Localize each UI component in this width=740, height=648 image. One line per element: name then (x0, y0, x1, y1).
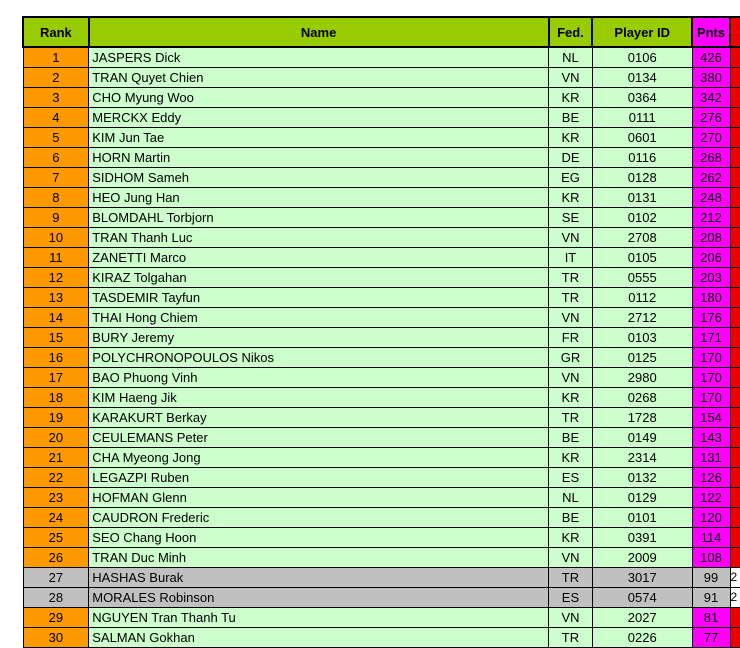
next-column-cell (730, 628, 740, 648)
federation-cell: TR (549, 568, 593, 588)
player-id-cell: 0268 (592, 388, 692, 408)
next-column-cell (730, 168, 740, 188)
table-row[interactable] (23, 248, 740, 268)
points-cell: 99 (692, 568, 730, 588)
federation-cell: KR (549, 128, 593, 148)
table-row[interactable] (23, 168, 740, 188)
federation-cell: IT (549, 248, 593, 268)
player-id-cell: 0149 (592, 428, 692, 448)
table-row[interactable] (23, 208, 740, 228)
table-row[interactable] (23, 508, 740, 528)
points-cell: 380 (692, 68, 730, 88)
next-column-cell (730, 348, 740, 368)
player-id-header[interactable]: Player ID (592, 17, 692, 47)
federation-cell: DE (549, 148, 593, 168)
federation-cell: NL (549, 488, 593, 508)
next-column-cell (730, 47, 740, 68)
player-name-cell: BURY Jeremy (89, 328, 549, 348)
next-column-cell (730, 388, 740, 408)
player-name-cell: CHO Myung Woo (89, 88, 549, 108)
rank-cell: 7 (23, 168, 89, 188)
points-cell: 342 (692, 88, 730, 108)
table-row[interactable] (23, 608, 740, 628)
player-id-cell: 2980 (592, 368, 692, 388)
table-row[interactable] (23, 228, 740, 248)
federation-cell: ES (549, 468, 593, 488)
player-id-cell: 0555 (592, 268, 692, 288)
player-name-cell: CEULEMANS Peter (89, 428, 549, 448)
next-column-cell (730, 228, 740, 248)
table-row[interactable] (23, 568, 740, 588)
table-row[interactable] (23, 108, 740, 128)
player-id-cell: 2314 (592, 448, 692, 468)
points-cell: 81 (692, 608, 730, 628)
player-name-cell: KIM Haeng Jik (89, 388, 549, 408)
points-cell: 170 (692, 348, 730, 368)
table-row[interactable] (23, 408, 740, 428)
next-column-cell (730, 508, 740, 528)
player-name-cell: KIM Jun Tae (89, 128, 549, 148)
player-id-cell: 0601 (592, 128, 692, 148)
player-name-cell: POLYCHRONOPOULOS Nikos (89, 348, 549, 368)
table-row[interactable] (23, 47, 740, 68)
rank-cell: 14 (23, 308, 89, 328)
federation-cell: VN (549, 308, 593, 328)
rank-cell: 9 (23, 208, 89, 228)
next-column-cell (730, 308, 740, 328)
table-row[interactable] (23, 488, 740, 508)
federation-cell: BE (549, 428, 593, 448)
rank-cell: 18 (23, 388, 89, 408)
table-row[interactable] (23, 308, 740, 328)
player-name-cell: ZANETTI Marco (89, 248, 549, 268)
player-id-cell: 0112 (592, 288, 692, 308)
player-id-cell: 2009 (592, 548, 692, 568)
points-cell: 170 (692, 368, 730, 388)
federation-cell: GR (549, 348, 593, 368)
rank-cell: 13 (23, 288, 89, 308)
next-column-cell (730, 208, 740, 228)
ranking-table (22, 16, 740, 648)
player-name-cell: BLOMDAHL Torbjorn (89, 208, 549, 228)
federation-cell: VN (549, 548, 593, 568)
next-column-cell (730, 188, 740, 208)
points-cell: 268 (692, 148, 730, 168)
player-id-cell: 0128 (592, 168, 692, 188)
next-column-cell (730, 148, 740, 168)
federation-cell: KR (549, 388, 593, 408)
table-row[interactable] (23, 68, 740, 88)
rank-cell: 5 (23, 128, 89, 148)
next-column-cell (730, 328, 740, 348)
next-column-cell (730, 68, 740, 88)
next-column-cell (730, 428, 740, 448)
player-id-cell: 0106 (592, 47, 692, 68)
points-cell: 248 (692, 188, 730, 208)
rank-cell: 21 (23, 448, 89, 468)
player-id-cell: 0125 (592, 348, 692, 368)
next-column-cell (730, 248, 740, 268)
player-name-cell: TRAN Duc Minh (89, 548, 549, 568)
rank-cell: 28 (23, 588, 89, 608)
table-row[interactable] (23, 548, 740, 568)
rank-cell: 11 (23, 248, 89, 268)
ranking-rows (23, 47, 740, 648)
federation-cell: KR (549, 188, 593, 208)
federation-cell: BE (549, 108, 593, 128)
player-id-cell: 0226 (592, 628, 692, 648)
player-id-cell: 1728 (592, 408, 692, 428)
federation-cell: TR (549, 288, 593, 308)
player-name-cell: CHA Myeong Jong (89, 448, 549, 468)
table-row[interactable] (23, 268, 740, 288)
rank-cell: 2 (23, 68, 89, 88)
player-name-cell: SIDHOM Sameh (89, 168, 549, 188)
table-row[interactable] (23, 448, 740, 468)
header-row (23, 17, 740, 47)
table-row[interactable] (23, 188, 740, 208)
player-id-cell: 0116 (592, 148, 692, 168)
player-id-cell: 0574 (592, 588, 692, 608)
federation-cell: EG (549, 168, 593, 188)
table-row[interactable] (23, 288, 740, 308)
next-column-cell (730, 268, 740, 288)
next-column-cell (730, 548, 740, 568)
table-row[interactable] (23, 328, 740, 348)
player-id-cell: 2027 (592, 608, 692, 628)
rank-cell: 29 (23, 608, 89, 628)
federation-cell: NL (549, 47, 593, 68)
federation-cell: KR (549, 528, 593, 548)
rank-cell: 24 (23, 508, 89, 528)
federation-cell: ES (549, 588, 593, 608)
points-cell: 270 (692, 128, 730, 148)
next-column-cell (730, 528, 740, 548)
table-row[interactable] (23, 148, 740, 168)
table-row[interactable] (23, 388, 740, 408)
rank-cell: 20 (23, 428, 89, 448)
player-name-cell: MORALES Robinson (89, 588, 549, 608)
next-column-cell (730, 368, 740, 388)
player-id-cell: 3017 (592, 568, 692, 588)
federation-cell: TR (549, 268, 593, 288)
player-id-cell: 0101 (592, 508, 692, 528)
federation-cell: FR (549, 328, 593, 348)
player-name-cell: MERCKX Eddy (89, 108, 549, 128)
federation-cell: VN (549, 368, 593, 388)
player-name-cell: NGUYEN Tran Thanh Tu (89, 608, 549, 628)
points-cell: 114 (692, 528, 730, 548)
federation-cell: TR (549, 628, 593, 648)
federation-cell: KR (549, 88, 593, 108)
player-name-cell: SEO Chang Hoon (89, 528, 549, 548)
table-row[interactable] (23, 628, 740, 648)
player-name-cell: LEGAZPI Ruben (89, 468, 549, 488)
player-name-cell: TASDEMIR Tayfun (89, 288, 549, 308)
next-column-cell (730, 408, 740, 428)
player-name-cell: HORN Martin (89, 148, 549, 168)
player-id-cell: 2708 (592, 228, 692, 248)
points-cell: 154 (692, 408, 730, 428)
player-id-cell: 0391 (592, 528, 692, 548)
table-row[interactable] (23, 468, 740, 488)
player-id-cell: 0103 (592, 328, 692, 348)
fed-header[interactable]: Fed. (549, 17, 593, 47)
table-row[interactable] (23, 428, 740, 448)
points-cell: 131 (692, 448, 730, 468)
next-column-cell (730, 488, 740, 508)
rank-cell: 15 (23, 328, 89, 348)
federation-cell: VN (549, 608, 593, 628)
rank-header[interactable]: Rank (23, 17, 89, 47)
table-row[interactable] (23, 368, 740, 388)
rank-cell: 23 (23, 488, 89, 508)
points-cell: 77 (692, 628, 730, 648)
player-id-cell: 0132 (592, 468, 692, 488)
player-name-cell: HOFMAN Glenn (89, 488, 549, 508)
player-id-cell: 2712 (592, 308, 692, 328)
points-cell: 143 (692, 428, 730, 448)
next-column-cell (730, 108, 740, 128)
next-column-cell (730, 448, 740, 468)
points-cell: 126 (692, 468, 730, 488)
rank-cell: 25 (23, 528, 89, 548)
table-row[interactable] (23, 528, 740, 548)
points-cell: 170 (692, 388, 730, 408)
federation-cell: KR (549, 448, 593, 468)
name-header[interactable]: Name (89, 17, 549, 47)
rank-cell: 22 (23, 468, 89, 488)
table-row[interactable] (23, 128, 740, 148)
points-cell: 91 (692, 588, 730, 608)
points-cell: 180 (692, 288, 730, 308)
rank-cell: 16 (23, 348, 89, 368)
points-cell: 171 (692, 328, 730, 348)
rank-cell: 3 (23, 88, 89, 108)
points-cell: 122 (692, 488, 730, 508)
player-name-cell: THAI Hong Chiem (89, 308, 549, 328)
player-name-cell: TRAN Quyet Chien (89, 68, 549, 88)
ranking-table-container (22, 16, 740, 648)
player-name-cell: KARAKURT Berkay (89, 408, 549, 428)
next-column-cell (730, 608, 740, 628)
player-name-cell: HEO Jung Han (89, 188, 549, 208)
next-column-cell: 2 (730, 568, 740, 588)
table-row[interactable] (23, 348, 740, 368)
rank-cell: 1 (23, 47, 89, 68)
player-name-cell: SALMAN Gokhan (89, 628, 549, 648)
player-id-cell: 0129 (592, 488, 692, 508)
points-cell: 276 (692, 108, 730, 128)
points-cell: 108 (692, 548, 730, 568)
rank-cell: 27 (23, 568, 89, 588)
rank-cell: 17 (23, 368, 89, 388)
player-id-cell: 0364 (592, 88, 692, 108)
pnts-header[interactable]: Pnts (692, 17, 730, 47)
player-id-cell: 0134 (592, 68, 692, 88)
rank-cell: 10 (23, 228, 89, 248)
points-cell: 212 (692, 208, 730, 228)
player-id-cell: 0131 (592, 188, 692, 208)
player-name-cell: CAUDRON Frederic (89, 508, 549, 528)
table-row[interactable] (23, 588, 740, 608)
federation-cell: VN (549, 68, 593, 88)
rank-cell: 26 (23, 548, 89, 568)
rank-cell: 4 (23, 108, 89, 128)
next-column-cell: 2 (730, 588, 740, 608)
next-column-cell (730, 128, 740, 148)
rank-cell: 12 (23, 268, 89, 288)
player-id-cell: 0111 (592, 108, 692, 128)
federation-cell: VN (549, 228, 593, 248)
player-name-cell: JASPERS Dick (89, 47, 549, 68)
player-name-cell: TRAN Thanh Luc (89, 228, 549, 248)
federation-cell: BE (549, 508, 593, 528)
federation-cell: SE (549, 208, 593, 228)
points-cell: 120 (692, 508, 730, 528)
rank-cell: 6 (23, 148, 89, 168)
rank-cell: 19 (23, 408, 89, 428)
rank-cell: 30 (23, 628, 89, 648)
points-cell: 203 (692, 268, 730, 288)
points-cell: 206 (692, 248, 730, 268)
player-id-cell: 0105 (592, 248, 692, 268)
player-name-cell: KIRAZ Tolgahan (89, 268, 549, 288)
player-name-cell: HASHAS Burak (89, 568, 549, 588)
next-column-cell (730, 88, 740, 108)
next-column-header (730, 17, 740, 47)
points-cell: 262 (692, 168, 730, 188)
player-id-cell: 0102 (592, 208, 692, 228)
next-column-cell (730, 468, 740, 488)
federation-cell: TR (549, 408, 593, 428)
points-cell: 208 (692, 228, 730, 248)
points-cell: 176 (692, 308, 730, 328)
rank-cell: 8 (23, 188, 89, 208)
points-cell: 426 (692, 47, 730, 68)
player-name-cell: BAO Phuong Vinh (89, 368, 549, 388)
next-column-cell (730, 288, 740, 308)
table-row[interactable] (23, 88, 740, 108)
